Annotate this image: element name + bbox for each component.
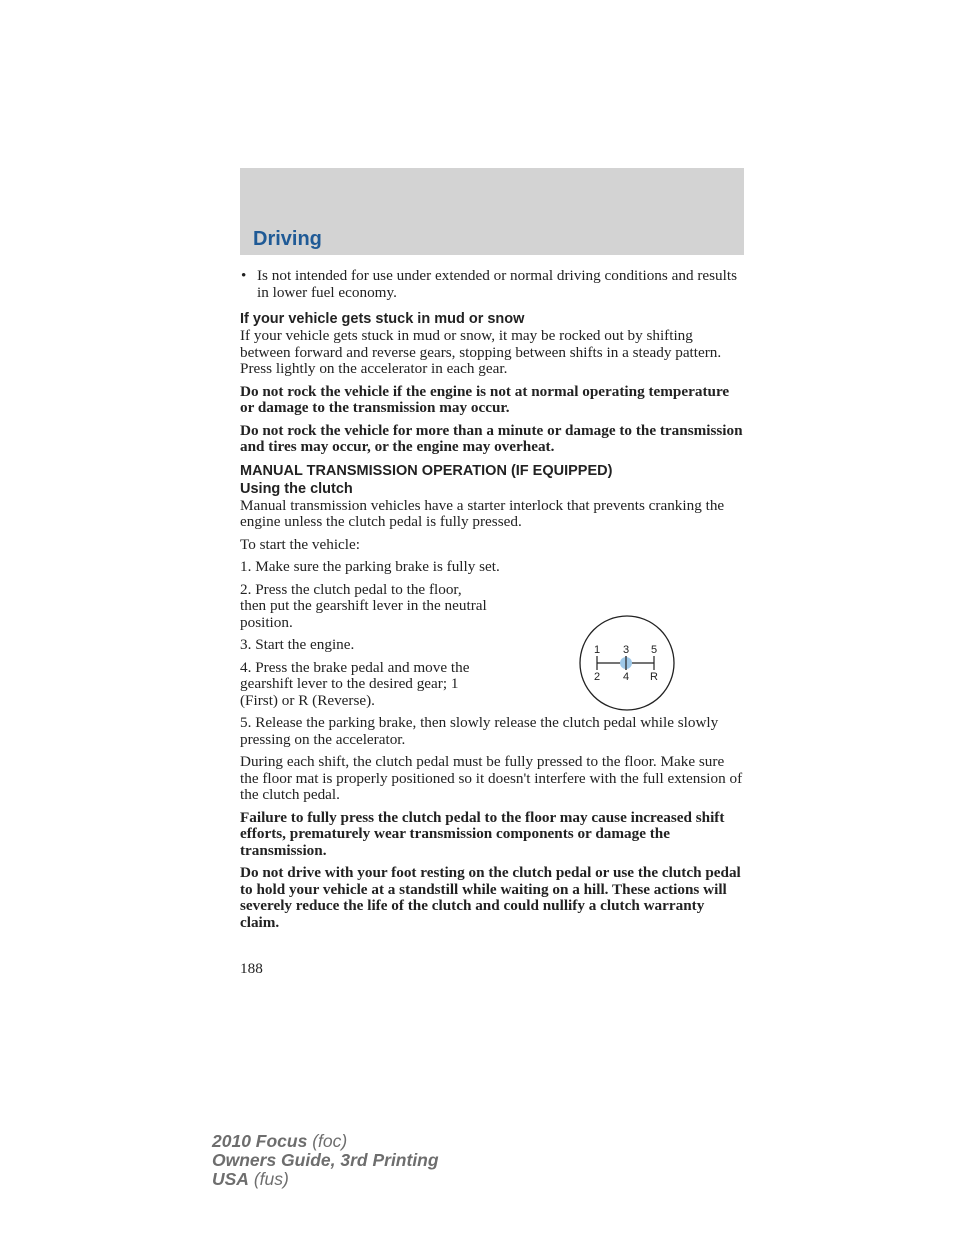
footer-print-info xyxy=(212,1132,439,1189)
bullet-item xyxy=(240,268,744,301)
heading-manual-transmission: MANUAL TRANSMISSION OPERATION (IF EQUIPPED) xyxy=(240,462,613,479)
gear-label-4: 4 xyxy=(622,671,630,683)
paragraph-interlock: Manual transmission vehicles have a starter interlock that prevents cranking the engine unless the clutch pedal is fully pressed. xyxy=(240,496,725,530)
paragraph-stuck: If your vehicle gets stuck in mud or snow, it may be rocked out by shifting between forward and reverse gears, stopping between shifts in a steady pattern. Press lightly on the accelerator in each gear. xyxy=(240,327,722,377)
warning-clutch-press: Failure to fully press the clutch pedal to the floor may cause increased shift efforts, prematurely wear transmission components or damage the transmission. xyxy=(240,808,725,859)
footer-guide: Owners Guide, 3rd Printing xyxy=(212,1150,439,1170)
step-3: 3. Start the engine. xyxy=(240,636,355,653)
page-number: 188 xyxy=(240,960,263,977)
warning-rock-temperature: Do not rock the vehicle if the engine is not at normal operating temperature or damage to the transmission may occur. xyxy=(240,382,730,416)
page-content xyxy=(240,268,744,937)
footer-market-code: (fus) xyxy=(253,1169,289,1189)
section-header-band xyxy=(240,168,744,255)
step-2: 2. Press the clutch pedal to the floor, then put the gearshift lever in the neutral position. xyxy=(240,580,487,631)
gear-label-3: 3 xyxy=(622,644,630,656)
warning-rock-duration: Do not rock the vehicle for more than a minute or damage to the transmission and tires may occur, or the engine may overheat. xyxy=(240,421,743,455)
gear-label-1: 1 xyxy=(593,644,601,656)
gear-shift-pattern-diagram xyxy=(578,614,676,712)
step-1: 1. Make sure the parking brake is fully set. xyxy=(240,558,500,575)
gear-label-2: 2 xyxy=(593,671,601,683)
footer-model: 2010 Focus xyxy=(212,1131,308,1151)
footer-model-code: (foc) xyxy=(312,1131,348,1151)
gear-label-5: 5 xyxy=(650,644,658,656)
paragraph-to-start: To start the vehicle: xyxy=(240,535,360,553)
section-title: Driving xyxy=(253,228,322,250)
warning-clutch-resting: Do not drive with your foot resting on the clutch pedal or use the clutch pedal to hold your vehicle at a standstill while waiting on a hill. These actions will severely reduce the life of the clutch and could nullify a clutch warranty claim. xyxy=(240,864,741,931)
heading-using-clutch: Using the clutch xyxy=(240,480,353,497)
footer-line-market xyxy=(212,1170,439,1189)
footer-market: USA xyxy=(212,1169,249,1189)
bullet-text: Is not intended for use under extended or normal driving conditions and results in lower fuel economy. xyxy=(257,267,737,301)
heading-stuck: If your vehicle gets stuck in mud or snow xyxy=(240,311,525,327)
paragraph-during-shift: During each shift, the clutch pedal must be fully pressed to the floor. Make sure the floor mat is properly positioned so it doesn't interfere with the full extension of the clutch pedal. xyxy=(240,753,743,803)
bullet-icon: • xyxy=(241,267,247,284)
footer-line-model xyxy=(212,1132,439,1151)
step-4: 4. Press the brake pedal and move the gearshift lever to the desired gear; 1 (First) or R (Reverse). xyxy=(240,658,470,709)
step-5: 5. Release the parking brake, then slowly release the clutch pedal while slowly pressing on the accelerator. xyxy=(240,714,719,748)
gear-label-reverse: R xyxy=(650,671,658,683)
footer-line-guide xyxy=(212,1151,439,1170)
